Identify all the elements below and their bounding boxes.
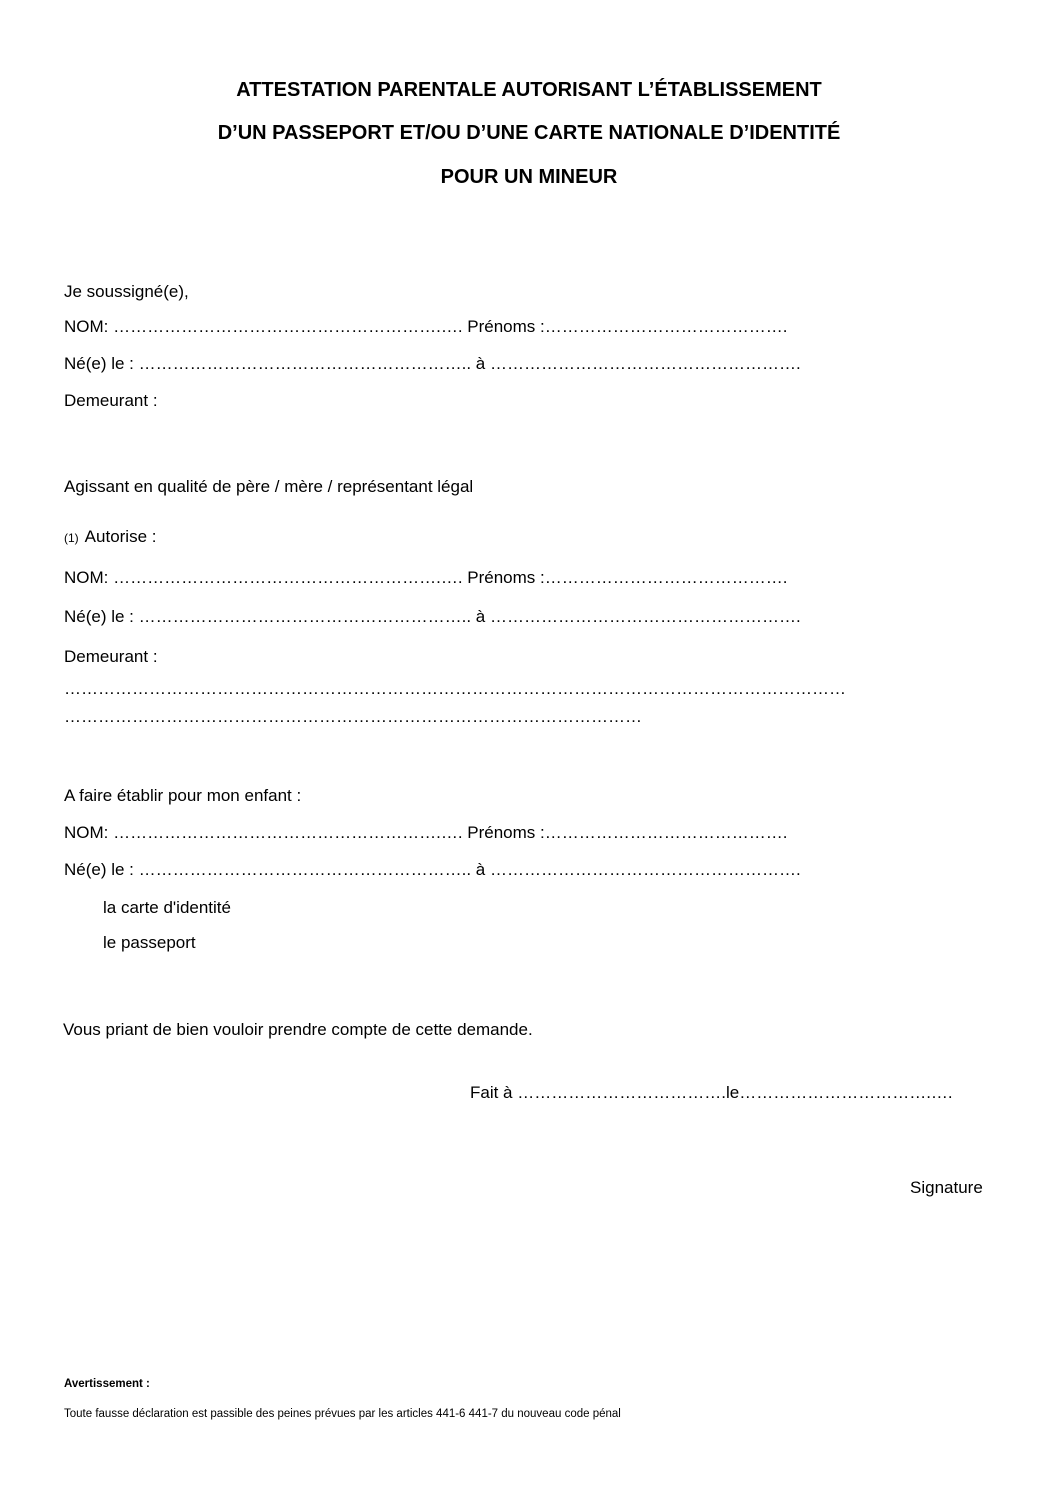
signature-label: Signature — [910, 1178, 983, 1197]
declarant-address-label: Demeurant : — [64, 391, 158, 410]
option-carte-identite[interactable]: la carte d'identité — [103, 898, 231, 917]
title-line-3: POUR UN MINEUR — [440, 166, 618, 188]
warning-text: Toute fausse déclaration est passible des peines prévues par les articles 441-6 441-7 du nouveau code pénal — [64, 1408, 621, 1420]
autorise-heading — [64, 527, 156, 548]
autorise-label: Autorise : — [84, 527, 157, 546]
autorise-nom-field[interactable]: NOM: ………………………………………………….…. Prénoms :……………………………………. — [64, 568, 788, 587]
fait-a-le-field[interactable]: Fait à ……………………………….le…………………………….…. — [470, 1083, 953, 1102]
warning-title: Avertissement : — [64, 1378, 150, 1390]
enfant-birth-field[interactable]: Né(e) le : ………………………………………………….. à ………………………………………………. — [64, 860, 801, 879]
declarant-nom-field[interactable]: NOM: ………………………………………………….…. Prénoms :……………………………………. — [64, 317, 788, 336]
title-line-2: D’UN PASSEPORT ET/OU D’UNE CARTE NATIONALE D’IDENTITÉ — [217, 122, 841, 144]
autorise-address-label: Demeurant : — [64, 647, 158, 666]
autorise-address-line-2[interactable]: ………………………………………………………………………………………… — [64, 707, 642, 726]
closing-statement: Vous priant de bien vouloir prendre compte de cette demande. — [63, 1020, 533, 1039]
title-line-1: ATTESTATION PARENTALE AUTORISANT L’ÉTABLISSEMENT — [236, 79, 822, 101]
declarant-birth-field[interactable]: Né(e) le : ………………………………………………….. à ………………………………………………. — [64, 354, 801, 373]
option-passeport[interactable]: le passeport — [103, 933, 196, 952]
enfant-nom-field[interactable]: NOM: ………………………………………………….…. Prénoms :……………………………………. — [64, 823, 788, 842]
autorise-address-line-1[interactable]: ………………………………………………………………………………………………………………………… — [64, 679, 846, 698]
declarant-intro: Je soussigné(e), — [64, 282, 189, 301]
autorise-birth-field[interactable]: Né(e) le : ………………………………………………….. à ………………………………………………. — [64, 607, 801, 626]
qualite-statement: Agissant en qualité de père / mère / représentant légal — [64, 477, 474, 496]
enfant-intro: A faire établir pour mon enfant : — [64, 786, 302, 805]
footnote-marker: (1) — [64, 531, 79, 545]
